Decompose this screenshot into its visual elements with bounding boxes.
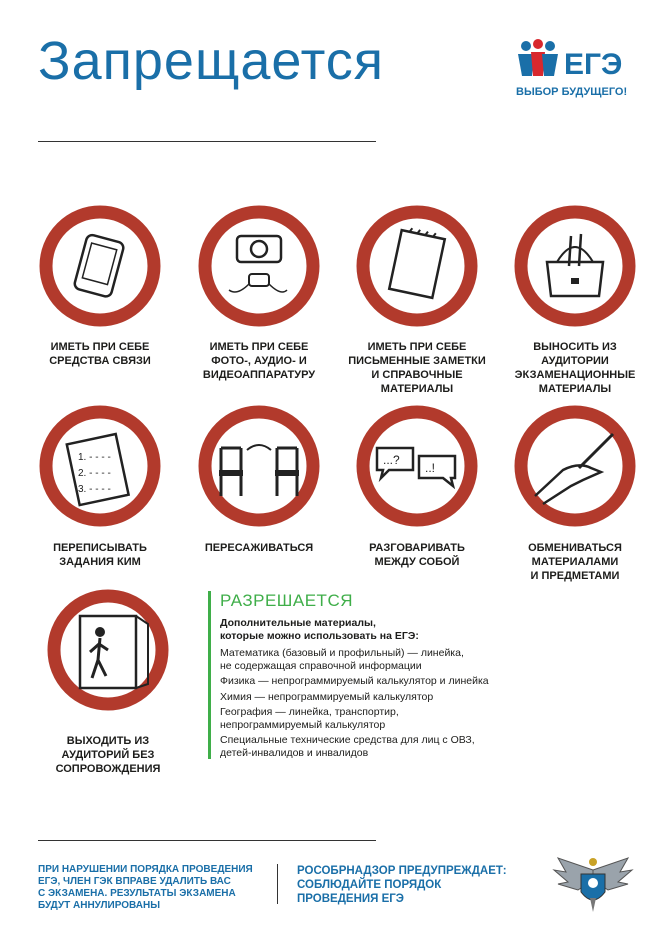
svg-text:3. - - - -: 3. - - - - (78, 484, 111, 495)
speech-bubbles-icon (377, 448, 455, 486)
notepad-icon (389, 228, 445, 298)
allowed-item: Химия — непрограммируемый калькулятор (220, 690, 434, 703)
allowed-list (220, 647, 550, 762)
prohibition-label: ПЕРЕПИСЫВАТЬ ЗАДАНИЯ КИМ (53, 542, 147, 568)
page-title: Запрещается (38, 31, 385, 91)
prohibition-label: ИМЕТЬ ПРИ СЕБЕ ПИСЬМЕННЫЕ ЗАМЕТКИ И СПРАВОЧНЫЕ МАТЕРИАЛЫ (348, 341, 486, 395)
people-icon (518, 39, 558, 76)
footer-notice: РОСОБРНАДЗОР ПРЕДУПРЕЖДАЕТ: СОБЛЮДАЙТЕ ПОРЯДОК ПРОВЕДЕНИЯ ЕГЭ (297, 865, 507, 905)
hand-pen-icon (535, 434, 613, 504)
prohibition-label: ИМЕТЬ ПРИ СЕБЕ СРЕДСТВА СВЯЗИ (49, 341, 151, 367)
prohibition-label: ВЫНОСИТЬ ИЗ АУДИТОРИИ ЭКЗАМЕНАЦИОННЫЕ МАТЕРИАЛЫ (514, 341, 636, 395)
door-exit-icon (80, 616, 148, 688)
allowed-accent-bar (208, 591, 211, 759)
prohibition-sign (46, 588, 170, 712)
prohibition-sign (197, 404, 321, 528)
logo-slogan: ВЫБОР БУДУЩЕГО! (516, 86, 628, 98)
footer-separator (277, 864, 278, 904)
prohibition-sign (355, 204, 479, 328)
prohibition-label: ОБМЕНИВАТЬСЯ МАТЕРИАЛАМИ И ПРЕДМЕТАМИ (528, 542, 622, 582)
prohibition-sign (38, 204, 162, 328)
top-divider (38, 141, 376, 142)
bottom-divider (38, 840, 376, 841)
logo-wordmark: ЕГЭ (564, 48, 623, 81)
prohibition-label: ИМЕТЬ ПРИ СЕБЕ ФОТО-, АУДИО- И ВИДЕОАППАРАТУРУ (202, 341, 316, 381)
svg-text:...?: ...? (383, 453, 400, 467)
prohibition-sign (197, 204, 321, 328)
prohibition-label: ВЫХОДИТЬ ИЗ АУДИТОРИЙ БЕЗ СОПРОВОЖДЕНИЯ (55, 735, 161, 775)
svg-text:2. - - - -: 2. - - - - (78, 468, 111, 479)
chairs-icon (219, 445, 299, 496)
bag-icon (547, 234, 603, 296)
svg-text:1. - - - -: 1. - - - - (78, 452, 111, 463)
prohibition-label: ПЕРЕСАЖИВАТЬСЯ (204, 542, 314, 554)
camera-recorder-icon (229, 236, 287, 292)
allowed-item: География — линейка, транспортир, непрограммируемый калькулятор (220, 706, 399, 731)
prohibition-sign (355, 404, 479, 528)
allowed-item: Специальные технические средства для лиц с ОВЗ, детей-инвалидов и инвалидов (220, 734, 475, 759)
prohibition-sign (38, 404, 162, 528)
task-sheet-icon (67, 434, 129, 505)
allowed-item: Математика (базовый и профильный) — линейка, не содержащая справочной информации (220, 647, 464, 672)
svg-text:..!: ..! (425, 461, 436, 475)
prohibition-label: РАЗГОВАРИВАТЬ МЕЖДУ СОБОЙ (369, 542, 465, 568)
allowed-item: Физика — непрограммируемый калькулятор и линейка (220, 675, 489, 687)
allowed-intro: Дополнительные материалы, которые можно использовать на ЕГЭ: (220, 617, 419, 642)
prohibition-sign (513, 404, 637, 528)
prohibition-sign (513, 204, 637, 328)
rosobrnadzor-emblem-icon (548, 850, 638, 918)
phone-icon (73, 234, 124, 298)
footer-warning: ПРИ НАРУШЕНИИ ПОРЯДКА ПРОВЕДЕНИЯ ЕГЭ, ЧЛЕН ГЭК ВПРАВЕ УДАЛИТЬ ВАС С ЭКЗАМЕНА. РЕЗУЛЬТАТЫ ЭКЗАМЕНА БУДУТ АННУЛИРОВАНЫ (38, 864, 253, 911)
allowed-heading: РАЗРЕШАЕТСЯ (220, 591, 353, 610)
